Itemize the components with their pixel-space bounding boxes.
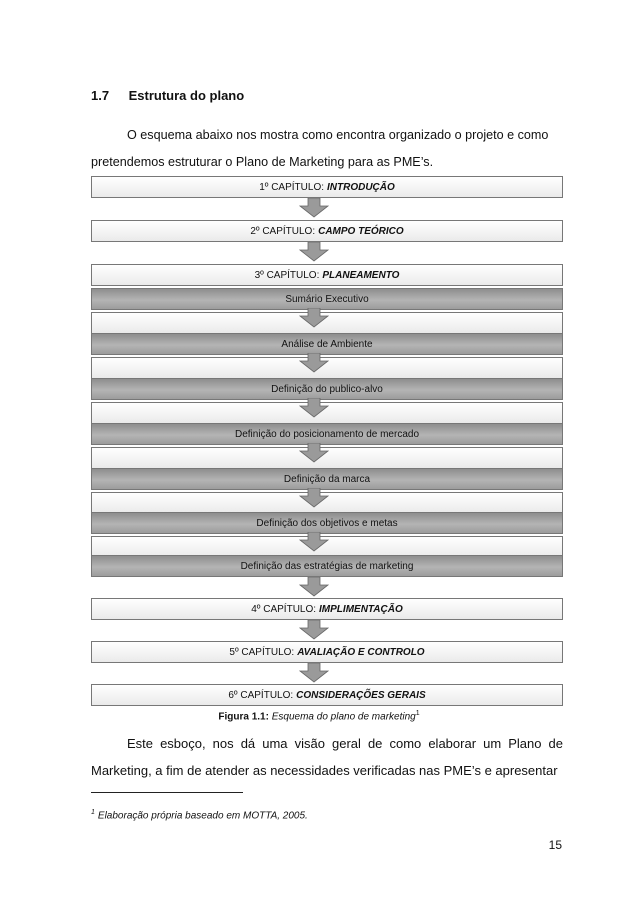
subsection-box-6: Definição dos objetivos e metas	[91, 512, 563, 534]
chapter-box-2: 2º CAPÍTULO: CAMPO TEÓRICO	[91, 220, 563, 242]
subsection-box-4: Definição do posicionamento de mercado	[91, 423, 563, 445]
down-arrow-icon	[299, 242, 329, 262]
section-number: 1.7	[91, 88, 110, 103]
down-arrow-icon	[299, 663, 329, 683]
chapter-box-1: 1º CAPÍTULO: INTRODUÇÃO	[91, 176, 563, 198]
subsection-box-3: Definição do publico-alvo	[91, 378, 563, 400]
section-title: Estrutura do plano	[128, 88, 245, 103]
chapter-box-6: 6º CAPÍTULO: CONSIDERAÇÕES GERAIS	[91, 684, 563, 706]
footnote-text: Elaboração própria baseado em MOTTA, 2005.	[97, 810, 308, 822]
down-arrow-icon	[299, 443, 329, 463]
footnote-separator	[91, 792, 243, 793]
subsection-box-5: Definição da marca	[91, 468, 563, 490]
subsection-box-7: Definição das estratégias de marketing	[91, 555, 563, 577]
footnote	[91, 809, 308, 821]
plan-structure-diagram	[91, 176, 563, 706]
figure-caption	[0, 710, 638, 722]
subsection-box-2: Análise de Ambiente	[91, 333, 563, 355]
down-arrow-icon	[299, 532, 329, 552]
down-arrow-icon	[299, 577, 329, 597]
down-arrow-icon	[299, 308, 329, 328]
down-arrow-icon	[299, 198, 329, 218]
body-paragraph: Este esboço, nos dá uma visão geral de como elaborar um Plano de Marketing, a fim de atender as necessidades verificadas nas PME’s e apresentar	[91, 736, 563, 778]
section-heading	[91, 88, 244, 103]
down-arrow-icon	[299, 398, 329, 418]
figure-label: Figura 1.1:	[218, 711, 269, 723]
intro-paragraph: O esquema abaixo nos mostra como encontra organizado o projeto e como pretendemos estruturar o Plano de Marketing para as PME’s.	[91, 128, 549, 169]
chapter-box-3: 3º CAPÍTULO: PLANEAMENTO	[91, 264, 563, 286]
down-arrow-icon	[299, 488, 329, 508]
footnote-ref: 1	[415, 710, 420, 717]
figure-title: Esquema do plano de marketing	[271, 711, 416, 723]
down-arrow-icon	[299, 620, 329, 640]
subsection-box-1: Sumário Executivo	[91, 288, 563, 310]
footnote-number: 1	[91, 809, 95, 816]
chapter-box-4: 4º CAPÍTULO: IMPLIMENTAÇÃO	[91, 598, 563, 620]
down-arrow-icon	[299, 353, 329, 373]
chapter-box-5: 5º CAPÍTULO: AVALIAÇÃO E CONTROLO	[91, 641, 563, 663]
page-number: 15	[548, 838, 562, 852]
